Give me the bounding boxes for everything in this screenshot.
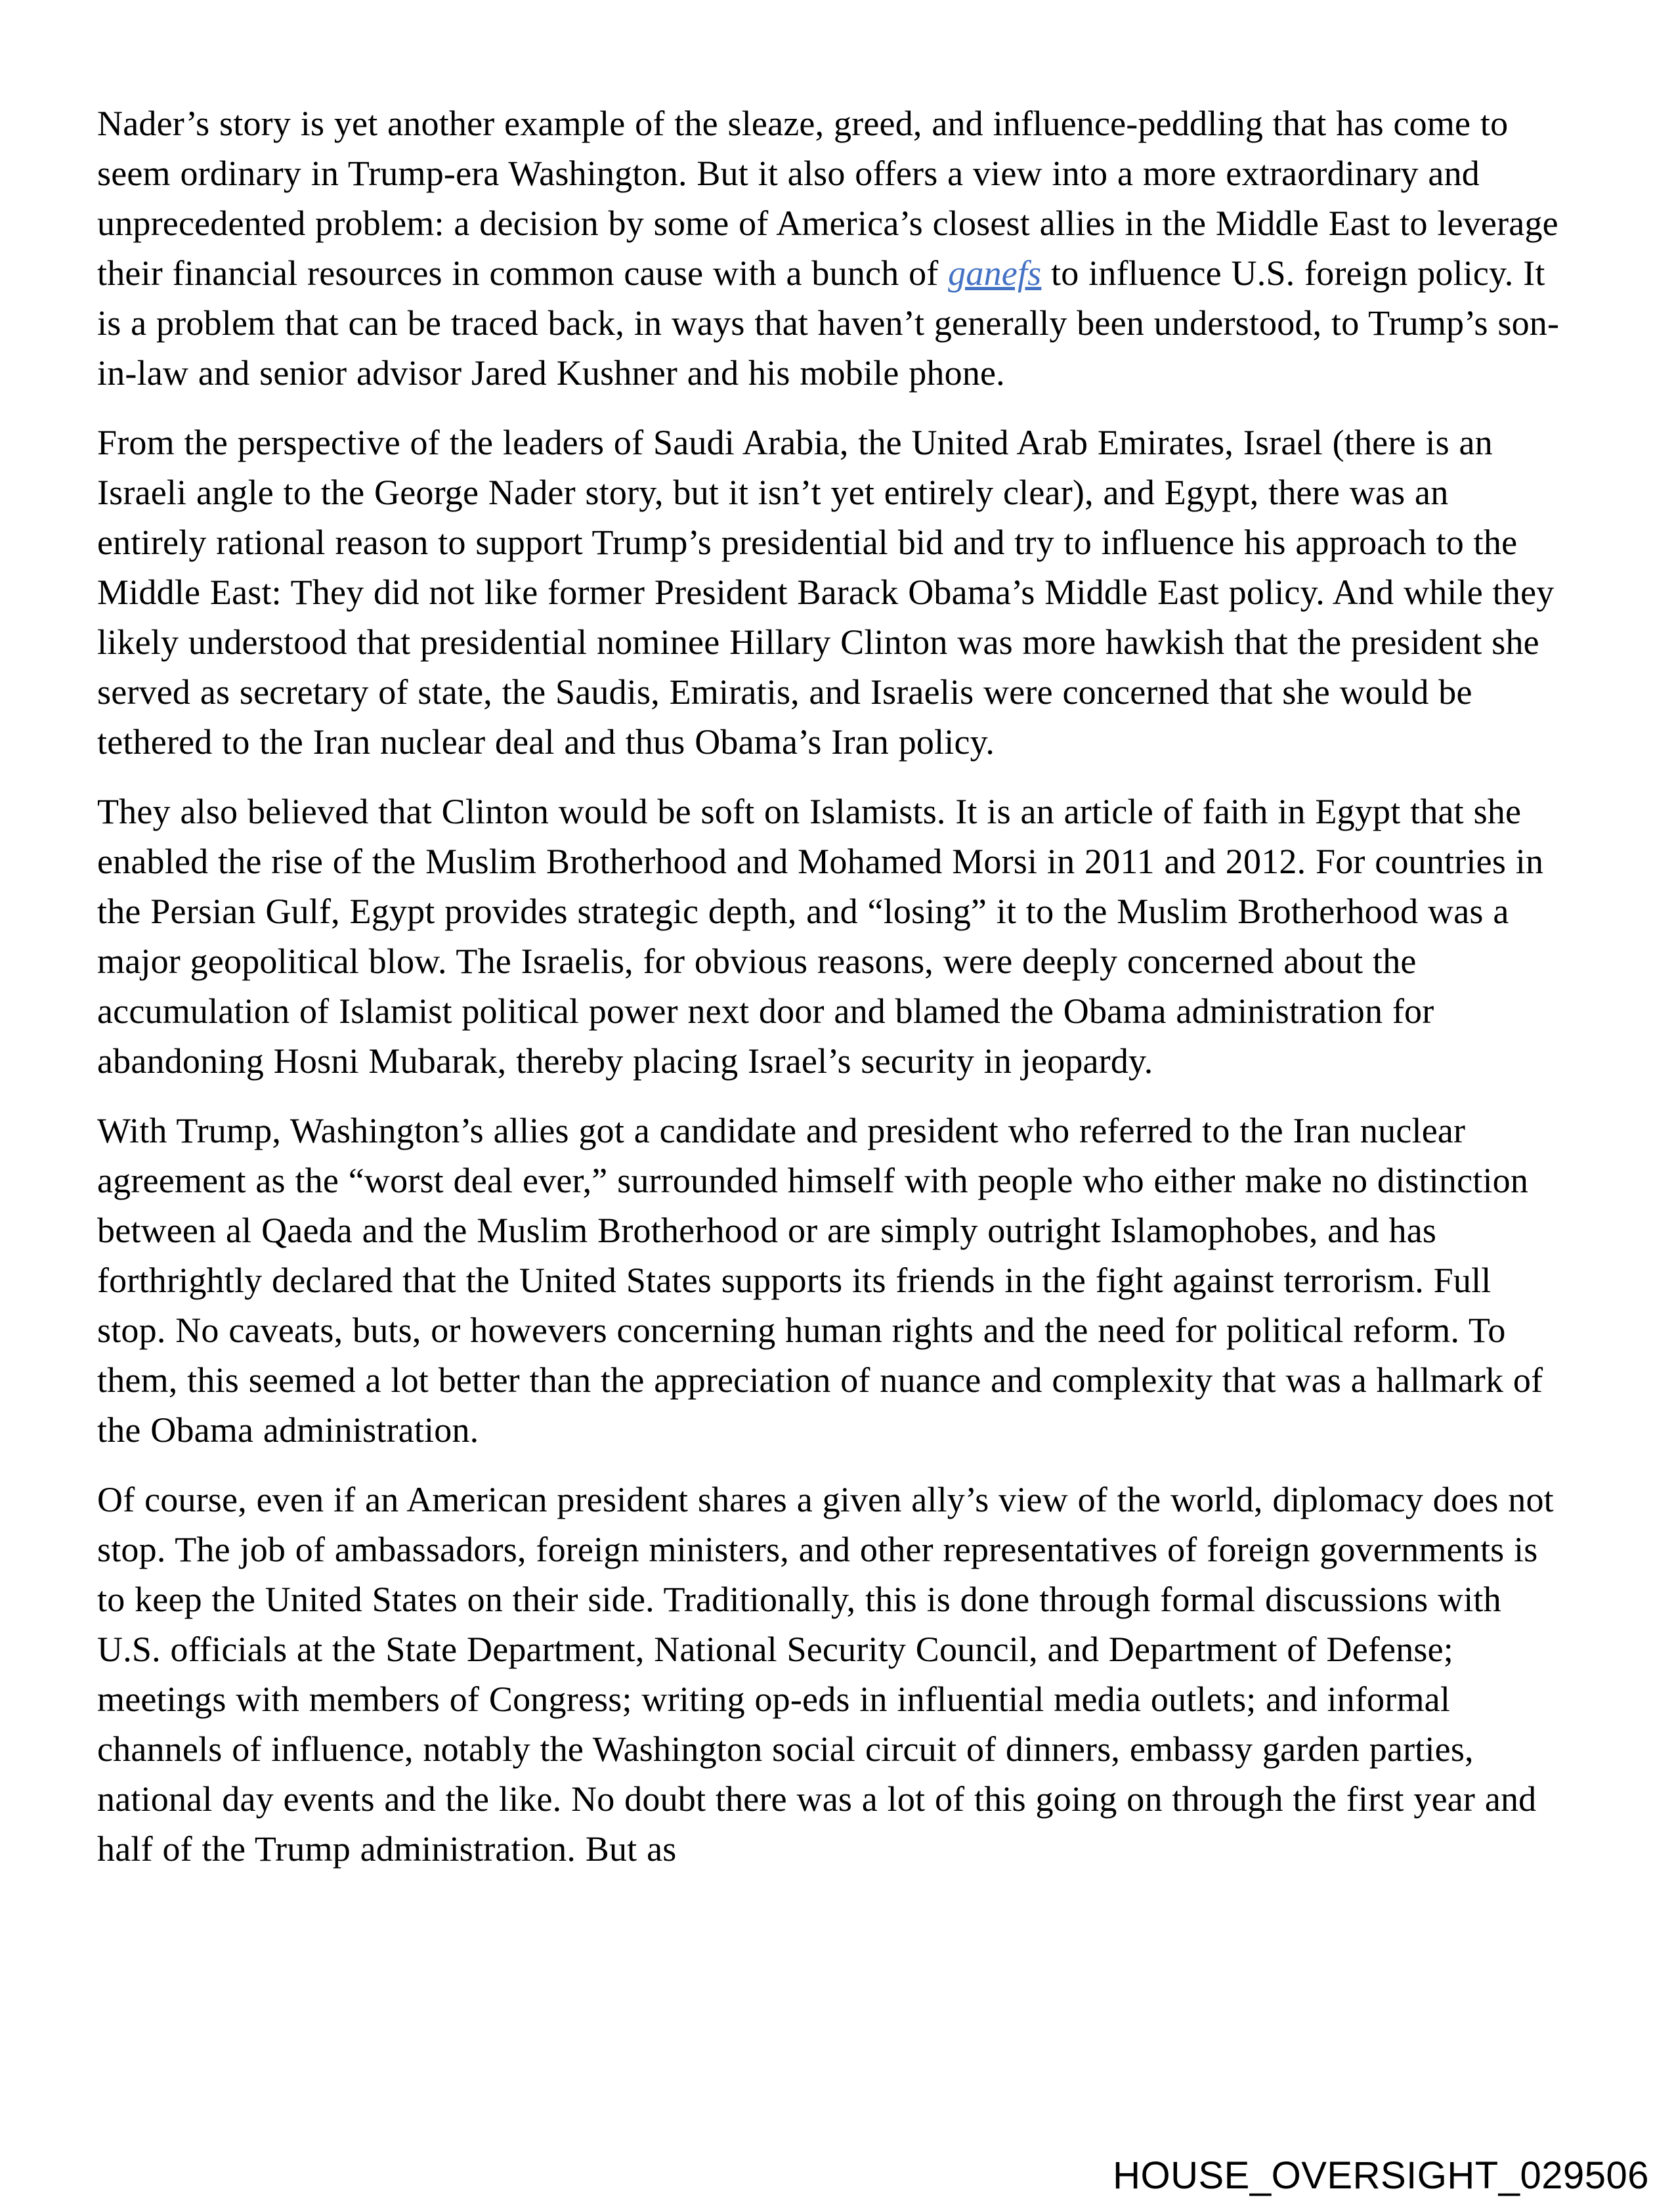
- bates-stamp: HOUSE_OVERSIGHT_029506: [1113, 2154, 1649, 2197]
- paragraph-nader-story: [97, 98, 1561, 398]
- ganefs-link[interactable]: ganefs: [948, 253, 1042, 293]
- paragraph-trump-candidate: [97, 1106, 1561, 1455]
- paragraph-diplomacy: [97, 1475, 1561, 1874]
- paragraph-text: Of course, even if an American president shares a given ally’s view of the world, diplomacy does not stop. The job of ambassadors, foreign ministers, and other representatives of foreign governments is to keep the United States on their side. Traditionally, this is done through formal discussions with U.S. officials at the State Department, National Security Council, and Department of Defense; meetings with members of Congress; writing op-eds in influential media outlets; and informal channels of influence, notably the Washington social circuit of dinners, embassy garden parties, national day events and the like. No doubt there was a lot of this going on through the first year and half of the Trump administration. But as: [97, 1480, 1554, 1869]
- paragraph-text: From the perspective of the leaders of Saudi Arabia, the United Arab Emirates, Israel (there is an Israeli angle to the George Nader story, but it isn’t yet entirely clear), and Egypt, there was an entirely rational reason to support Trump’s presidential bid and try to influence his approach to the Middle East: They did not like former President Barack Obama’s Middle East policy. And while they likely understood that presidential nominee Hillary Clinton was more hawkish that the president she served as secretary of state, the Saudis, Emiratis, and Israelis were concerned that she would be tethered to the Iran nuclear deal and thus Obama’s Iran policy.: [97, 423, 1555, 762]
- paragraph-clinton-islamists: [97, 787, 1561, 1086]
- document-text-block: [97, 98, 1561, 1894]
- paragraph-text: With Trump, Washington’s allies got a candidate and president who referred to the Iran nuclear agreement as the “worst deal ever,” surrounded himself with people who either make no distinction between al Qaeda and the Muslim Brotherhood or are simply outright Islamophobes, and has forthrightly declared that the United States supports its friends in the fight against terrorism. Full stop. No caveats, buts, or howevers concerning human rights and the need for political reform. To them, this seemed a lot better than the appreciation of nuance and complexity that was a hallmark of the Obama administration.: [97, 1111, 1543, 1450]
- paragraph-text: to influence U.S. foreign policy. It is a problem that can be traced back, in ways that haven’t generally been understood, to Trump’s son-in-law and senior advisor Jared Kushner and his mobile phone.: [97, 253, 1560, 393]
- paragraph-text: They also believed that Clinton would be soft on Islamists. It is an article of faith in Egypt that she enabled the rise of the Muslim Brotherhood and Mohamed Morsi in 2011 and 2012. For countries in the Persian Gulf, Egypt provides strategic depth, and “losing” it to the Muslim Brotherhood was a major geopolitical blow. The Israelis, for obvious reasons, were deeply concerned about the accumulation of Islamist political power next door and blamed the Obama administration for abandoning Hosni Mubarak, thereby placing Israel’s security in jeopardy.: [97, 792, 1544, 1081]
- paragraph-allies-perspective: [97, 418, 1561, 767]
- paragraph-text: Nader’s story is yet another example of the sleaze, greed, and influence-peddling that has come to seem ordinary in Trump-era Washington. But it also offers a view into a more extraordinary and unprecedented problem: a decision by some of America’s closest allies in the Middle East to leverage their financial resources in common cause with a bunch of: [97, 104, 1558, 293]
